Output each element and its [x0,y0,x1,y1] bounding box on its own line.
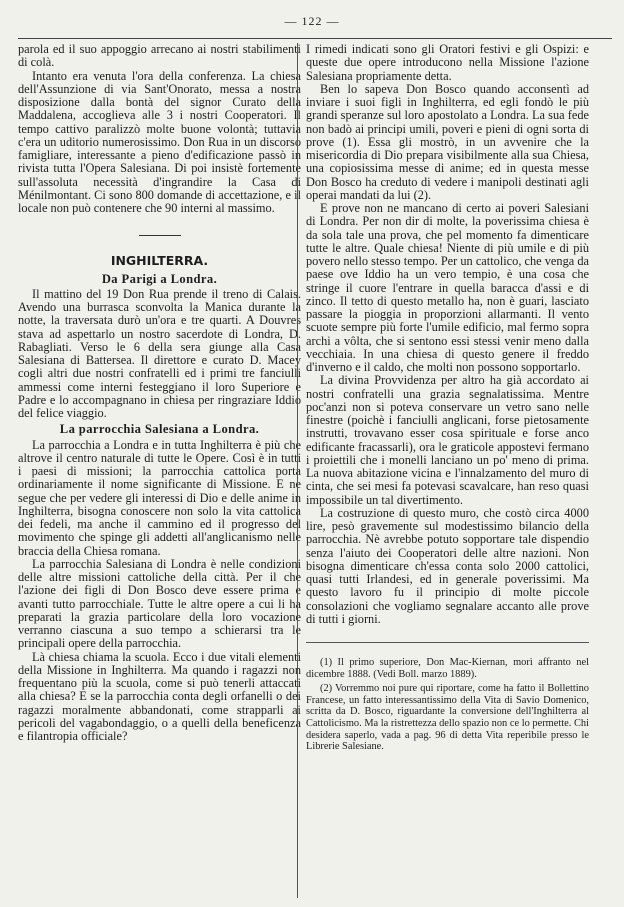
paragraph: La parrocchia Salesiana di Londra è nelle condizioni delle altre missioni cattoliche della città. Per il che l'azione dei figli di Don Bosco deve essere prima e avanti tutto parrocchiale. Tutte le altre opere a cui li ha preparati la grazia particolare della loro vocazione verranno ciascuna a suo tempo a schierarsi tra le principali opere della parrocchia. [18,556,301,651]
subsection-title: Da Parigi a Londra. [101,271,218,286]
footnote-rule [306,642,589,643]
page-number: — 122 — [284,14,340,28]
footnotes [306,657,589,753]
footnote: (2) Vorremmo noi pure qui riportare, come ha fatto il Bollettino Francese, un fatto interessantissimo della Vita di Savio Domenico, scritta da D. Bosco, riguardante la conversione dell'Inghilterra al Cattolicismo. Ma la ristrettezza dello spazio non ce lo permette. Chi desidera saperlo, vada a pag. 96 di detta Vita reperibile presso le Librerie Salesiane. [306,683,589,753]
paragraph: Intanto era venuta l'ora della conferenza. La chiesa dell'Assunzione di via Sant'Onorato, messa a nostra disposizione dalla bontà del signor Curato della Maddalena, accoglieva alle 3 i nostri Cooperatori. Il tempo cattivo paralizzò molte buone volontà; tuttavia c'era un uditorio numerosissimo. Don Rua in un discorso famigliare, interessante a pieno d'edificazione passò in rivista tutta l'Opera Salesiana. Di poi insistè fortemente sull'assoluta necessità d'ingrandire la Casa di Ménilmontant. Ci sono 800 domande di accettazione, e il locale non può contenere che 90 interni al massimo. [18,68,301,215]
section-separator [139,235,181,236]
section-title: INGHILTERRA. [110,253,209,269]
paragraph: La costruzione di questo muro, che costò circa 4000 lire, pesò gravemente sul modestissimo bilancio della parrocchia. Nè avrebbe potuto sopportare tale dispendio senza l'aiuto dei Cooperatori delle altre nazioni. Non bisogna dimenticare ch'essa conta solo 2000 cattolici, quasi tutti Irlandesi, ed in generale poverissimi. Ma questo lavoro fu il principio di molte piccole consolazioni che vogliamo segnalare accanto alle prove di tutti i giorni. [306,505,589,626]
paragraph: I rimedi indicati sono gli Oratori festivi e gli Ospizi: e queste due opere introducono nella Missione l'azione Salesiana propriamente detta. [306,42,589,83]
paragraph: Là chiesa chiama la scuola. Ecco i due vitali elementi della Missione in Inghilterra. Ma quando i ragazzi non frequentano più la scuola, come si può tenerli attaccati alla chiesa? E se la parrocchia conta degli orfanelli o dei ragazzi moralmente abbandonati, come strapparli ai pericoli del vagabondaggio, o a quelli della beneficenza e filantropia officiale? [18,649,301,743]
right-column [306,43,589,756]
paragraph: E prove non ne mancano di certo ai poveri Salesiani di Londra. Per non dir di molte, la poverissima chiesa è da sola tale una prova, che pel momento fa dimenticare tutte le altre. Quale chiesa! Niente di più umile e di più povero nello stesso tempo. Per un cattolico, che venga da paese ove Iddio ha un vero tempio, è una cosa che stringe il cuore l'entrare in quella baracca d'assi e di zinco. Il tetto di questo metallo ha, non è guari, lasciato passare la pioggia in proporzioni allarmanti. Il vento scuote sempre più forte l'umile edificio, mal fermo sopra archi a vôlta, che si sentono essi stessi venir meno dalla vecchiaia. In una chiesa di questo genere il freddo d'inverno e il caldo, che molti non possono sopportarlo. [306,201,589,374]
footnote: (1) Il primo superiore, Don Mac-Kiernan, morì affranto nel dicembre 1888. (Vedi Boll. marzo 1889). [306,657,589,680]
header-rule [18,38,612,39]
paragraph: Ben lo sapeva Don Bosco quando acconsentì ad inviare i suoi figli in Inghilterra, ed egli fondò le più grandi speranze sul loro apostolato a Londra. La sua fede non badò ai principi umili, poveri e pieni di ogni sorta di prove (1). Essa gli mostrò, in un avvenire che la misericordia di Dio prepara visibilmente alla sua Chiesa, una copiosissima messe di anime; ed in questa messe Don Bosco ha creduto di vedere i manipoli destinati agli operai mandati da lui (2). [306,81,589,202]
subsection-title: La parrocchia Salesiana a Londra. [59,422,260,437]
paragraph: Il mattino del 19 Don Rua prende il treno di Calais. Avendo una burrasca sconvolta la Manica durante la notte, la traversata durò un'ora e tre quarti. A Douvres stava ad aspettarlo un nostro sacerdote di Londra, D. Rabagliati. Verso le 6 della sera giunge alla Casa Salesiana di Battersea. Il direttore e curato D. Macey cogli altri due nostri confratelli ed i primi tre fanciulli ammessi come interni festeggiano il loro Superiore e Padre e lo accompagnano in chiesa per ringraziare Iddio del felice viaggio. [18,286,301,420]
paragraph: parola ed il suo appoggio arrecano ai nostri stabilimenti di colà. [18,42,301,70]
paragraph: La parrocchia a Londra e in tutta Inghilterra è più che altrove il centro naturale di tutte le Opere. Così è in tutti i paesi di missioni; la parrocchia cattolica porta ordinariamente il nome significante di Missione. E ne segue che per vedere gli interessi di Dio e delle anime in Inghilterra, bisogna conoscere non solo la vita cattolica dei fedeli, ma anche il cammino ed il progresso del movimento che spinge gli addetti all'anglicanismo nelle braccia della Chiesa romana. [18,437,301,558]
paragraph: La divina Provvidenza per altro ha già accordato ai nostri confratelli una grazia segnalatissima. Mentre poc'anzi non si poteva conservare un vetro sano nelle finestre (poichè i fanciulli anglicani, forse pietosamente instrutti, trovavano esser cosa spirituale e forse anco edificante fracassarli), ora le graticole appostevi fermano i proiettili che i monelli lanciano un po' meno di prima. La nuova abitazione vicina e l'innalzamento del muro di cinta, che sei mesi fa potevasi scavalcare, han reso quasi impossibile un tal divertimento. [306,373,589,507]
left-column [18,43,301,743]
column-divider [297,43,298,898]
